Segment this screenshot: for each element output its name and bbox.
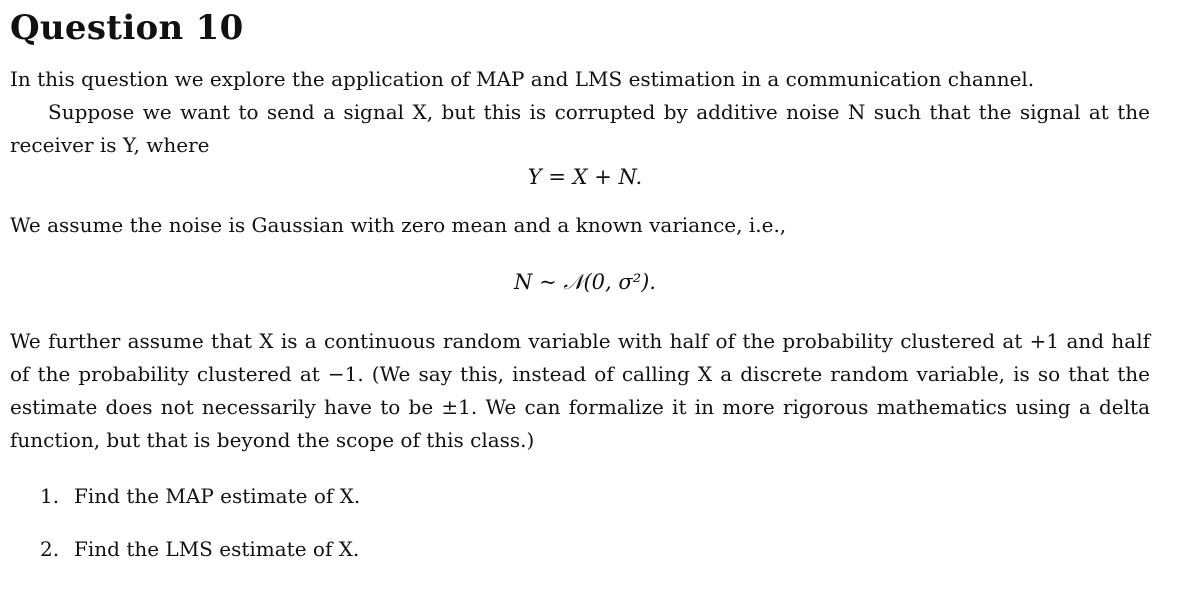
setup-paragraph: Suppose we want to send a signal X, but this is corrupted by additive noise N such that the signal at the receiver is Y, where bbox=[10, 100, 1150, 157]
signal-equation: Y = X + N. bbox=[527, 165, 643, 189]
task-list bbox=[40, 482, 360, 588]
task-text: Find the MAP estimate of X. bbox=[74, 484, 361, 508]
list-item bbox=[40, 535, 360, 588]
task-number: 1. bbox=[40, 484, 60, 508]
list-item bbox=[40, 482, 360, 535]
task-number: 2. bbox=[40, 537, 60, 561]
question-title: Question 10 bbox=[10, 8, 244, 48]
intro-paragraph: In this question we explore the application of MAP and LMS estimation in a communication channel. bbox=[10, 67, 1035, 91]
task-text: Find the LMS estimate of X. bbox=[74, 537, 360, 561]
x-assumption-paragraph: We further assume that X is a continuous random variable with half of the probability clustered at +1 and half of the probability clustered at −1. (We say this, instead of calling X a discrete random variable, is so that the estimate does not necessarily have to be ±1. We can formalize it in more rigorous mathematics using a delta function, but that is beyond the scope of this class.) bbox=[10, 329, 1150, 452]
noise-assumption-paragraph: We assume the noise is Gaussian with zero mean and a known variance, i.e., bbox=[10, 213, 787, 237]
noise-distribution-equation: N ~ 𝒩(0, σ²). bbox=[514, 270, 656, 294]
